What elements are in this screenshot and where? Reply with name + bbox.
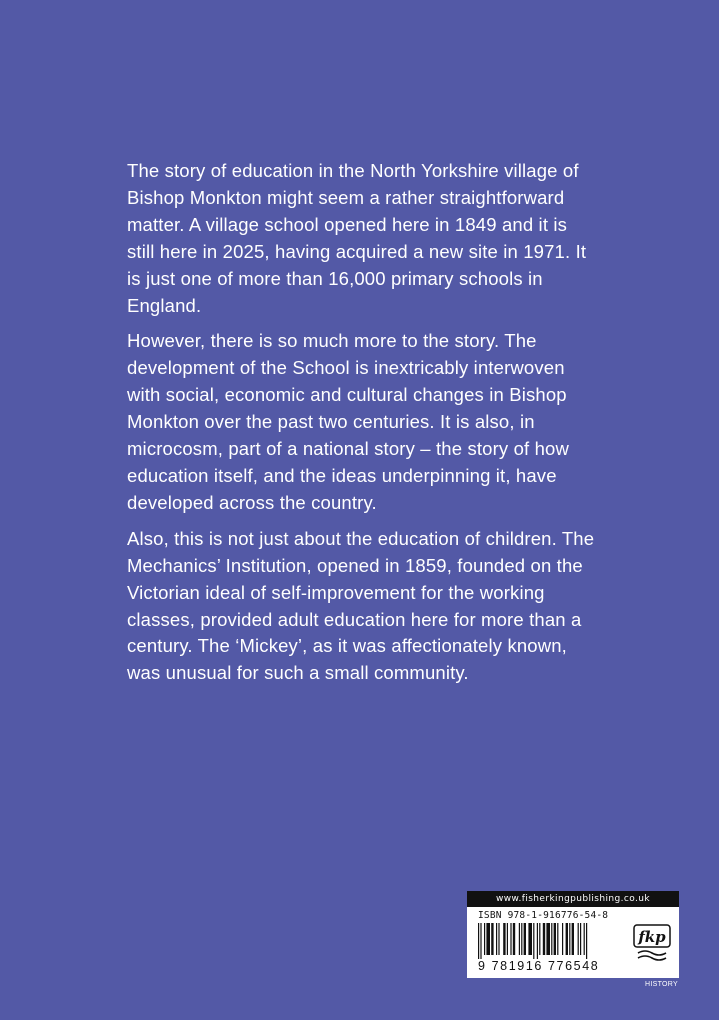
blurb-paragraph-1: The story of education in the North Yorkshire village of Bishop Monkton might seem a rather straightforward matter. A village school opened here in 1849 and it is still here in 2025, having acquired a new site in 1971. It is just one of more than 16,000 primary schools in England. <box>127 160 587 316</box>
barcode-panel <box>467 891 679 978</box>
blurb-paragraph-2: However, there is so much more to the story. The development of the School is inextricably interwoven with social, economic and cultural changes in Bishop Monkton over the past two centuries. It is also, in microcosm, part of a national story – the story of how education itself, and the ideas underpinning it, have developed across the country. <box>127 330 570 513</box>
fkp-publisher-logo <box>633 921 671 963</box>
barcode-bars <box>478 923 630 959</box>
publisher-logo-text: fkp <box>638 928 666 946</box>
category-label: HISTORY <box>645 981 678 988</box>
blurb-paragraph-3: Also, this is not just about the education of children. The Mechanics’ Institution, opened in 1859, founded on the Victorian ideal of self-improvement for the working classes, provided adult education here for more than a century. The ‘Mickey’, as it was affectionately known, was unusual for such a small community. <box>127 527 595 684</box>
publisher-website: www.fisherkingpublishing.co.uk <box>467 891 679 907</box>
back-cover-blurb <box>127 158 597 696</box>
barcode-digits: 9 781916 776548 <box>478 959 600 973</box>
isbn-label: ISBN 978-1-916776-54-8 <box>478 910 609 921</box>
